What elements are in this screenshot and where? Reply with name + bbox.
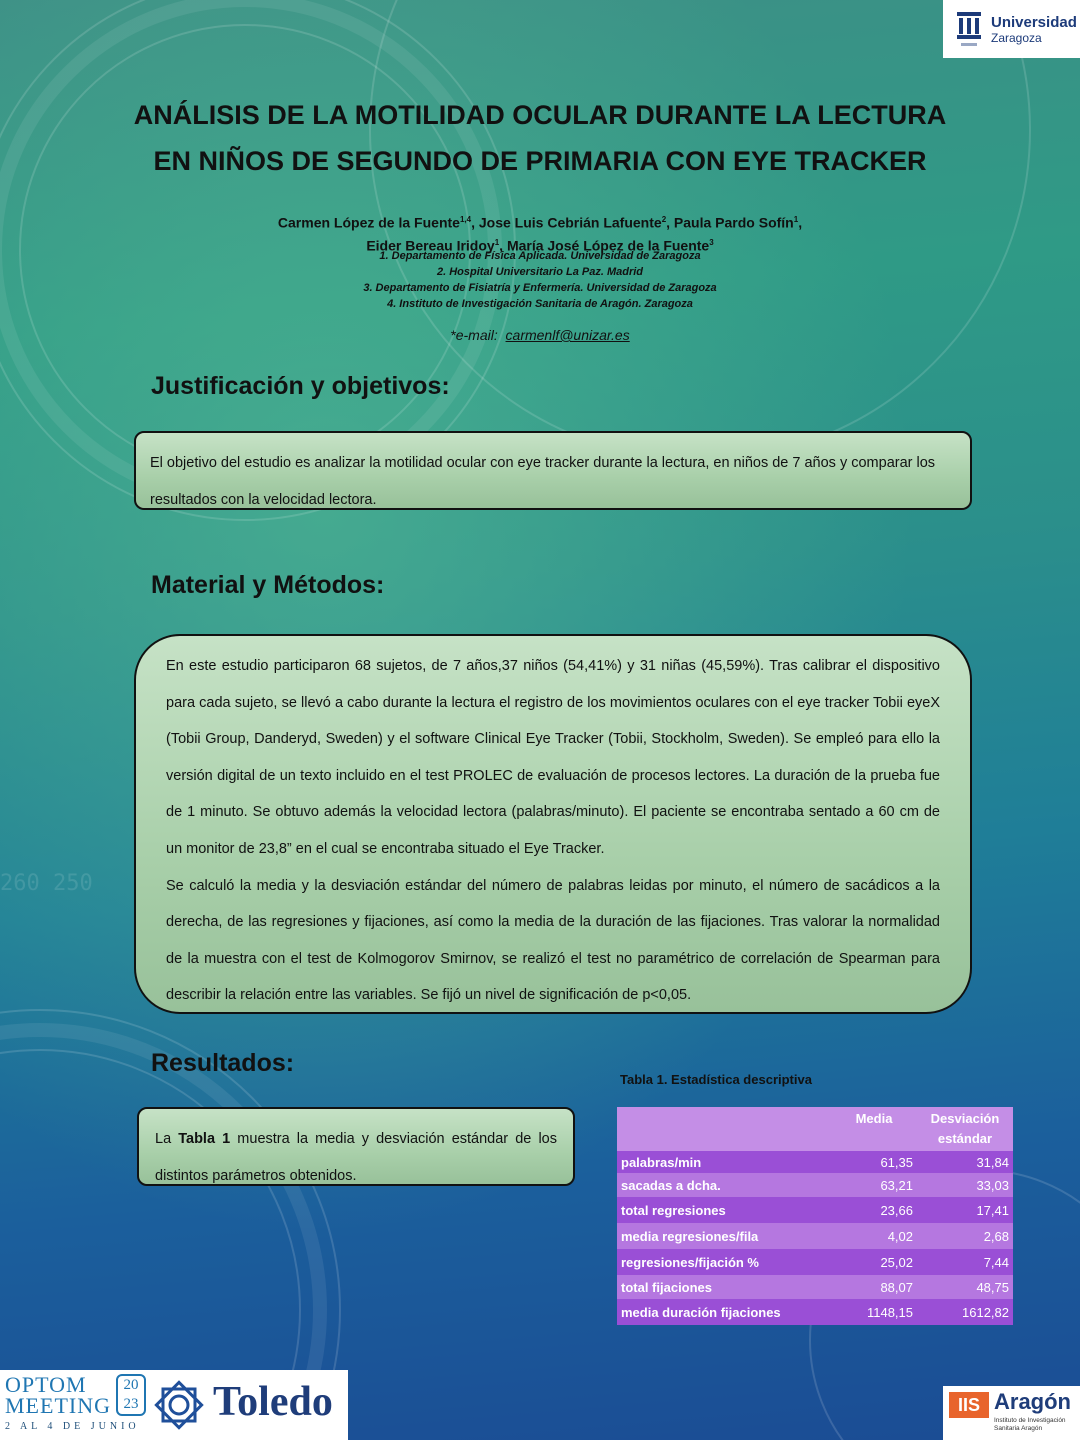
svg-text:260 250: 260 250 xyxy=(0,871,93,896)
toledo-star-icon xyxy=(152,1378,206,1432)
authors-line-1 xyxy=(60,210,1020,233)
toledo-wordmark: Toledo xyxy=(213,1379,333,1425)
row-label: sacadas a dcha. xyxy=(617,1173,831,1197)
optom-dates: 2 AL 4 DE JUNIO xyxy=(5,1421,140,1432)
justification-text: El objetivo del estudio es analizar la motilidad ocular con eye tracker durante la lectura, en niños de 7 años y comparar los resultados con la velocidad lectora. xyxy=(150,455,936,508)
row-sd: 2,68 xyxy=(917,1223,1013,1249)
methods-box xyxy=(134,634,972,1014)
section-heading-results: Resultados: xyxy=(151,1049,295,1077)
poster-title xyxy=(60,92,1020,184)
title-line-2: EN NIÑOS DE SEGUNDO DE PRIMARIA CON EYE TRACKER xyxy=(153,146,927,176)
results-box xyxy=(137,1107,575,1186)
author-name: Paula Pardo Sofín xyxy=(673,214,794,231)
table-header-sd: Desviación estándar xyxy=(917,1107,1013,1151)
author-name: Carmen López de la Fuente xyxy=(277,214,460,231)
row-media: 63,21 xyxy=(831,1173,917,1197)
row-sd: 1612,82 xyxy=(917,1299,1013,1325)
row-sd: 7,44 xyxy=(917,1249,1013,1275)
row-sd: 48,75 xyxy=(917,1275,1013,1299)
iis-subtitle: Instituto de Investigación Sanitaria Aragón xyxy=(994,1417,1066,1432)
row-media: 23,66 xyxy=(831,1197,917,1223)
author-affiliation-mark: 1 xyxy=(494,237,500,247)
affiliation-item: 4. Instituto de Investigación Sanitaria de Aragón. Zaragoza xyxy=(387,298,693,310)
author-separator: , xyxy=(471,214,479,231)
email-link[interactable]: carmenlf@unizar.es xyxy=(505,327,630,343)
table-header-row xyxy=(617,1107,1013,1151)
affiliation-item: 3. Departamento de Fisiatría y Enfermería. Universidad de Zaragoza xyxy=(363,282,717,294)
author-affiliation-mark: 3 xyxy=(709,237,714,247)
section-heading-methods: Material y Métodos: xyxy=(151,571,385,599)
affiliation-item: 1. Departamento de Física Aplicada. Universidad de Zaragoza xyxy=(379,250,701,262)
logo-text-universidad: Universidad xyxy=(991,13,1077,31)
table-caption: Tabla 1. Estadística descriptiva xyxy=(620,1072,812,1087)
author-affiliation-mark: 1 xyxy=(793,215,799,224)
results-text-table-ref: Tabla 1 xyxy=(178,1131,231,1147)
table-row xyxy=(617,1151,1013,1173)
row-sd: 33,03 xyxy=(917,1173,1013,1197)
optom-word: OPTOM xyxy=(5,1372,87,1397)
author-separator: , xyxy=(499,237,507,254)
affiliation-item: 2. Hospital Universitario La Paz. Madrid xyxy=(437,266,643,278)
table-row xyxy=(617,1275,1013,1299)
row-label: total fijaciones xyxy=(617,1275,831,1299)
row-media: 4,02 xyxy=(831,1223,917,1249)
row-media: 25,02 xyxy=(831,1249,917,1275)
iis-aragon-wordmark: Aragón xyxy=(994,1389,1071,1414)
row-sd: 31,84 xyxy=(917,1151,1013,1173)
descriptive-stats-table xyxy=(617,1107,1013,1325)
iis-badge: IIS xyxy=(949,1392,989,1418)
table-row xyxy=(617,1249,1013,1275)
year-bottom: 23 xyxy=(123,1396,139,1412)
optom-year-badge xyxy=(116,1374,146,1416)
row-media: 88,07 xyxy=(831,1275,917,1299)
methods-paragraph-1: En este estudio participaron 68 sujetos, de 7 años,37 niños (54,41%) y 31 niñas (45,59%). Tras calibrar el dispositivo para cada sujeto, se llevó a cabo durante la lectura el registro de los movimientos oculares con el eye tracker Tobii eyeX (Tobii Group, Danderyd, Sweden) y el software Clinical Eye Tracker (Tobii, Stockholm, Sweden). Se empleó para ello la versión digital de un texto incluido en el test PROLEC de evaluación de procesos lectores. La duración de la prueba fue de 1 minuto. Se obtuvo además la velocidad lectora (palabras/minuto). El paciente se encontraba sentado a 60 cm de un monitor de 23,8” en el cual se encontraba situado el Eye Tracker. xyxy=(166,658,940,857)
university-crest-icon xyxy=(955,8,983,50)
universidad-zaragoza-logo xyxy=(943,0,1080,58)
section-heading-justification: Justificación y objetivos: xyxy=(151,372,450,400)
author-name: Eider Bereau Iridoy xyxy=(366,237,495,254)
optom-meeting-toledo-logo xyxy=(0,1370,348,1440)
optom-meeting-wordmark xyxy=(5,1374,111,1416)
logo-text-zaragoza: Zaragoza xyxy=(991,30,1042,45)
table-row xyxy=(617,1173,1013,1197)
year-top: 20 xyxy=(123,1377,139,1393)
results-text-after: muestra la media y desviación estándar de los distintos parámetros obtenidos. xyxy=(155,1131,557,1184)
iis-aragon-logo xyxy=(943,1386,1080,1440)
row-label: palabras/min xyxy=(617,1151,831,1173)
author-name: María José López de la Fuente xyxy=(506,237,710,254)
affiliations xyxy=(60,248,1020,312)
methods-paragraph-2: Se calculó la media y la desviación estándar del número de palabras leidas por minuto, el número de sacádicos a la derecha, de las regresiones y fijaciones, así como la media de la duración de las fijaciones. Tras valorar la normalidad de la muestra con el test de Kolmogorov Smirnov, se realizó el test no paramétrico de correlación de Spearman para describir la relación entre las variables. Se fijó un nivel de significación de p<0,05. xyxy=(166,877,940,1004)
row-label: media regresiones/fila xyxy=(617,1223,831,1249)
author-separator: , xyxy=(666,214,674,231)
justification-box xyxy=(134,431,972,510)
table-row xyxy=(617,1299,1013,1325)
author-name: Jose Luis Cebrián Lafuente xyxy=(478,214,662,231)
row-label: media duración fijaciones xyxy=(617,1299,831,1325)
row-label: total regresiones xyxy=(617,1197,831,1223)
table-header-media: Media xyxy=(831,1107,917,1151)
title-line-1: ANÁLISIS DE LA MOTILIDAD OCULAR DURANTE LA LECTURA xyxy=(133,100,947,130)
author-affiliation-mark: 2 xyxy=(661,215,667,224)
table-header-empty xyxy=(617,1107,831,1151)
meeting-word: MEETING xyxy=(5,1393,111,1418)
table-row xyxy=(617,1197,1013,1223)
author-affiliation-mark: 1,4 xyxy=(459,215,472,224)
contact-email xyxy=(60,327,1020,343)
row-media: 61,35 xyxy=(831,1151,917,1173)
row-sd: 17,41 xyxy=(917,1197,1013,1223)
results-text-before: La xyxy=(155,1131,179,1147)
table-row xyxy=(617,1223,1013,1249)
author-separator: , xyxy=(798,214,803,231)
row-media: 1148,15 xyxy=(831,1299,917,1325)
row-label: regresiones/fijación % xyxy=(617,1249,831,1275)
email-label: *e-mail: xyxy=(450,327,498,343)
